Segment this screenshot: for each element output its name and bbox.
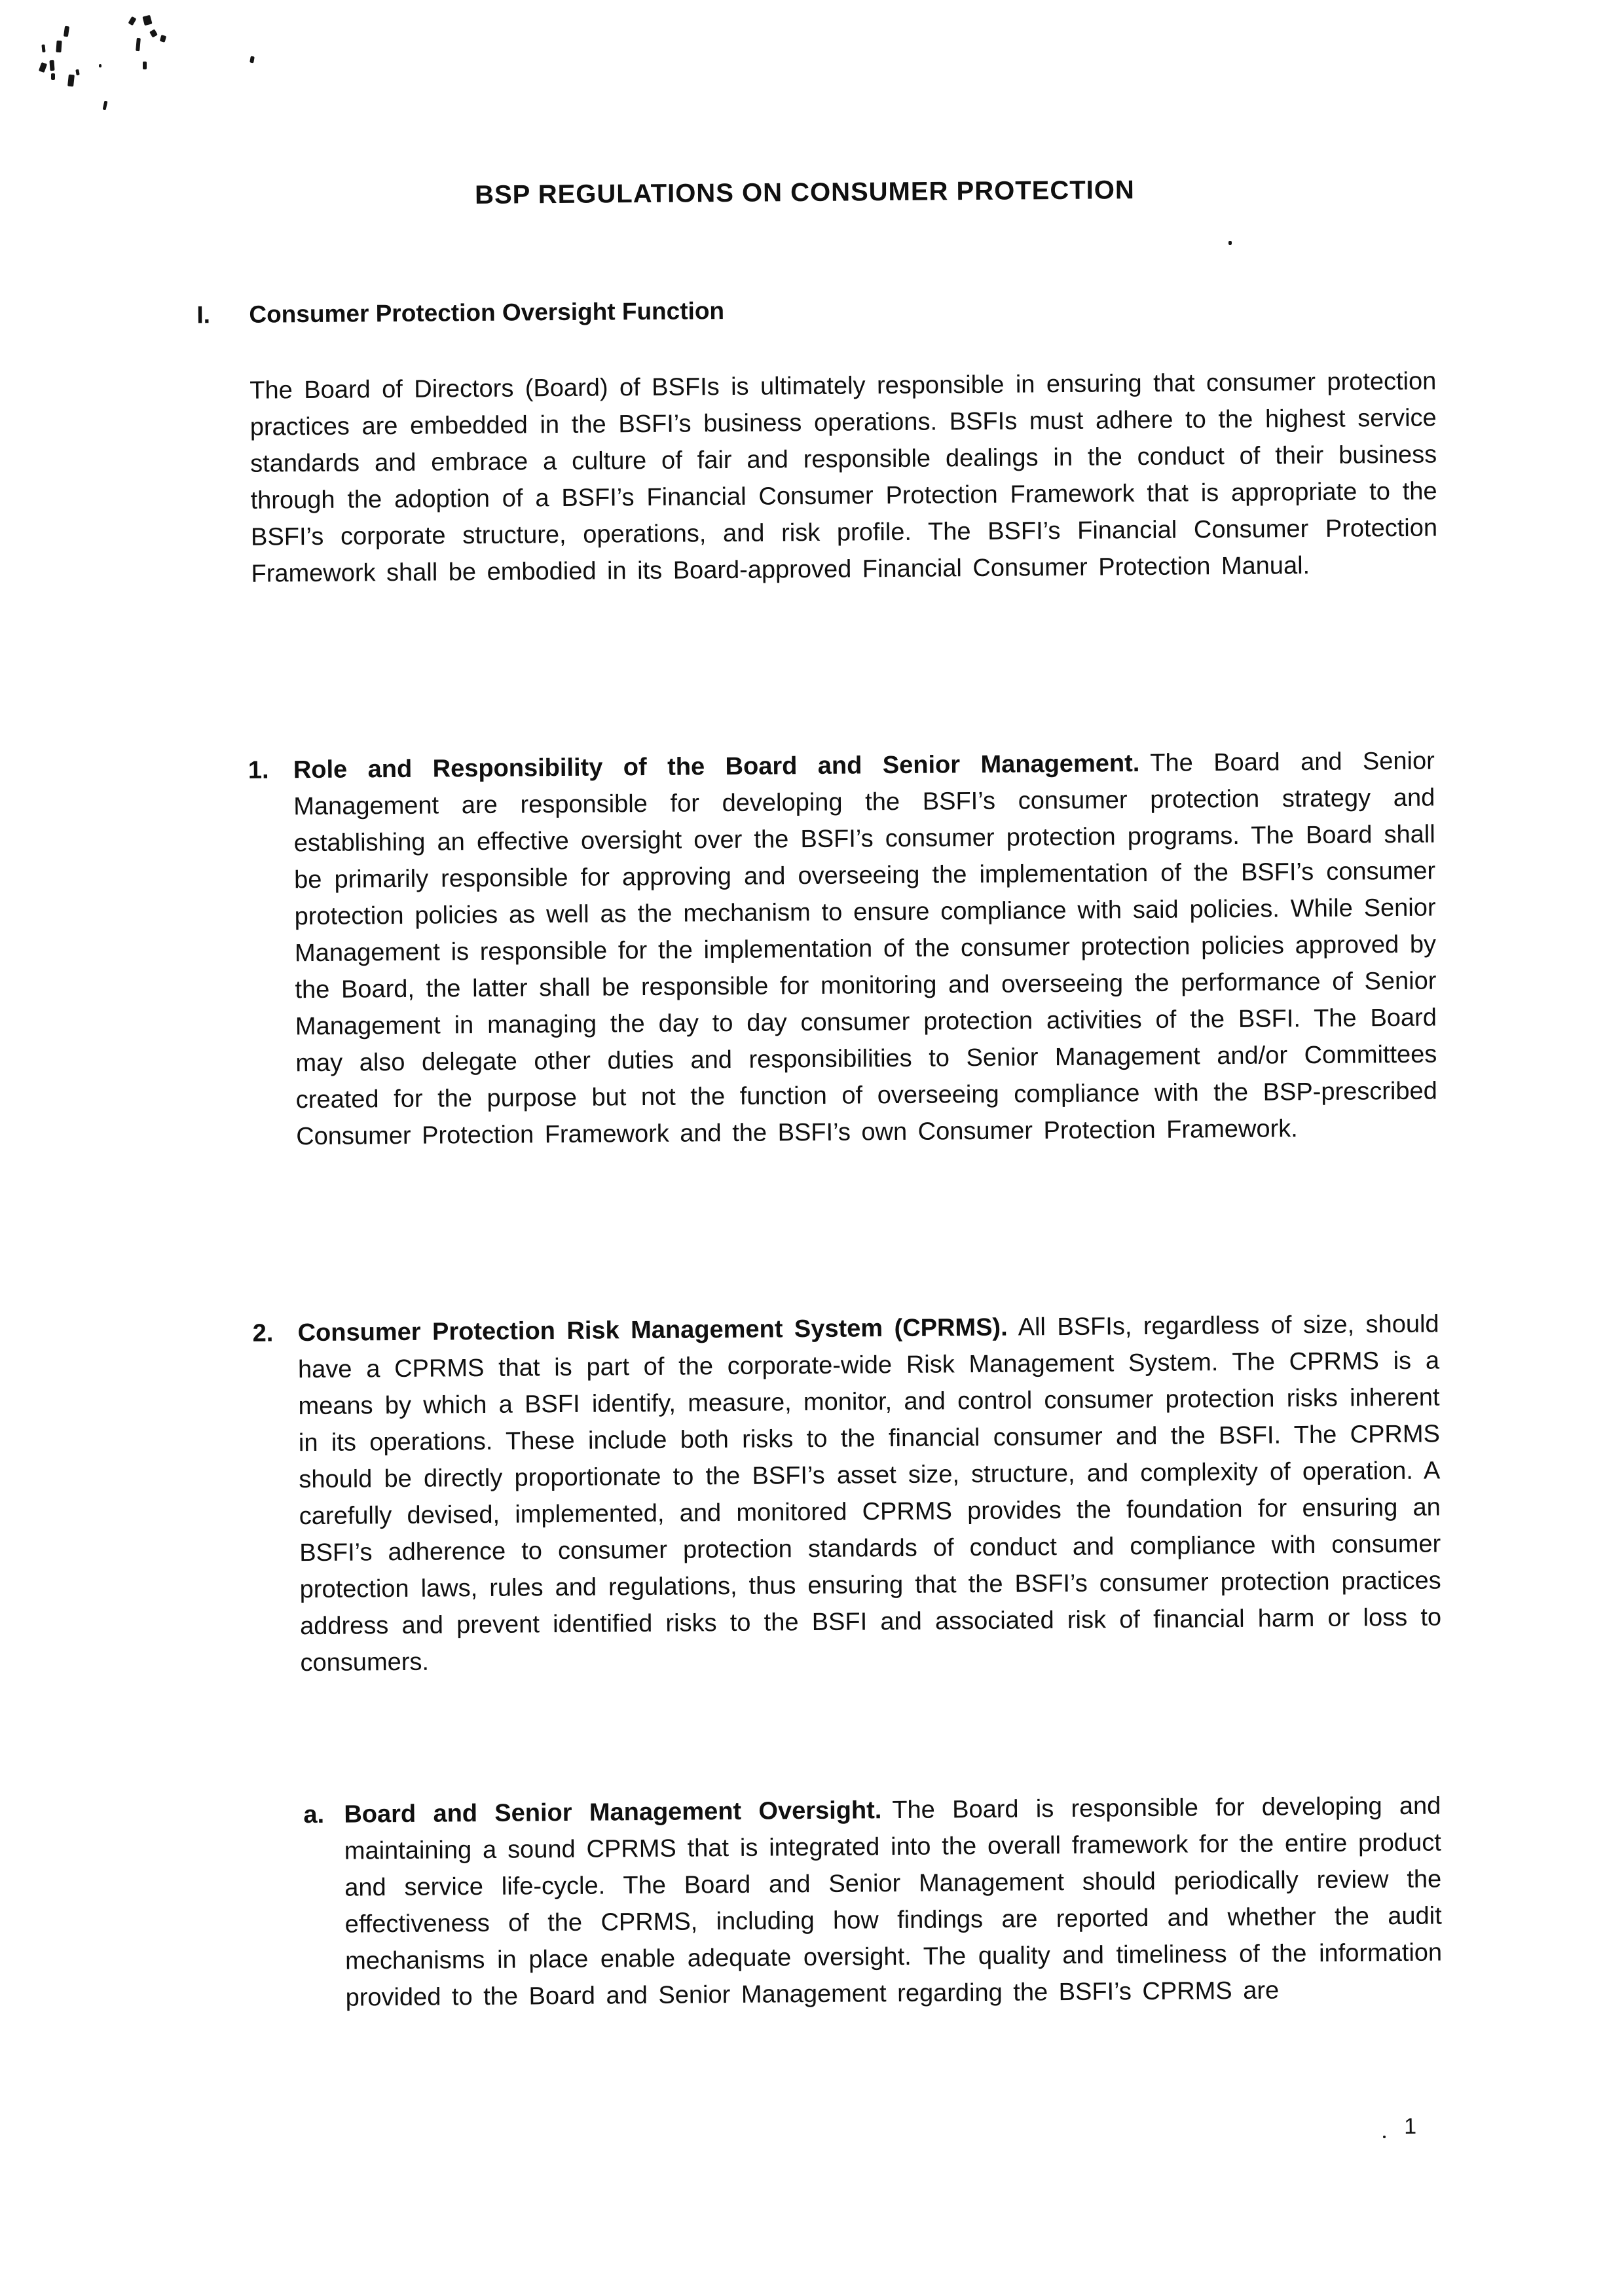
page-number: 1: [1404, 2113, 1417, 2139]
list-item-2-number: 2.: [252, 1319, 274, 1347]
sublist-item-a-letter: a.: [303, 1800, 325, 1829]
sublist-item-a: [303, 1787, 1443, 2016]
page-title: BSP REGULATIONS ON CONSUMER PROTECTION: [474, 175, 1135, 210]
list-item-1: [248, 743, 1438, 1156]
sublist-item-a-text: [344, 1787, 1443, 2016]
list-item-2-lead: Consumer Protection Risk Management System (CPRMS).: [297, 1313, 1008, 1347]
list-item-2: [252, 1305, 1441, 1681]
section-heading-text: Consumer Protection Oversight Function: [249, 297, 725, 328]
sublist-item-a-body: The Board is responsible for developing and maintaining a sound CPRMS that is integrated into the overall framework for the entire product and service life-cycle. The Board and Senior Management should periodically review the effectiveness of the CPRMS, including how findings are reported and whether the audit mechanisms in place enable adequate oversight. The quality and timeliness of the information provided to the Board and Senior Management regarding the BSFI’s CPRMS are: [344, 1792, 1443, 2012]
section-numeral: I.: [196, 301, 211, 329]
intro-paragraph: The Board of Directors (Board) of BSFIs is ultimately responsible in ensuring that consumer protection practices are embedded in the BSFI’s business operations. BSFIs must adhere to the highest service standards and embrace a culture of fair and responsible dealings in the conduct of their business through the adoption of a BSFI’s Financial Consumer Protection Framework that is appropriate to the BSFI’s corporate structure, operations, and risk profile. The BSFI’s Financial Consumer Protection Framework shall be embodied in its Board-approved Financial Consumer Protection Manual.: [249, 367, 1438, 588]
list-item-1-lead: Role and Responsibility of the Board and Senior Management.: [293, 750, 1140, 784]
list-item-2-text: [297, 1305, 1441, 1681]
list-item-1-body: The Board and Senior Management are responsible for developing the BSFI’s consumer protection strategy and establishing an effective oversight over the BSFI’s consumer protection programs. The Board shall be primarily responsible for approving and overseeing the implementation of the BSFI’s consumer protection policies as well as the mechanism to ensure compliance with said policies. While Senior Management is responsible for the implementation of the consumer protection policies approved by the Board, the latter shall be responsible for monitoring and overseeing the performance of Senior Management in managing the day to day consumer protection activities of the BSFI. The Board may also delegate other duties and responsibilities to Senior Management and/or Committees created for the purpose but not the function of overseeing compliance with the BSP-prescribed Consumer Protection Framework and the BSFI’s own Consumer Protection Framework.: [293, 747, 1437, 1151]
list-item-1-number: 1.: [248, 756, 269, 784]
section-heading: [196, 297, 724, 329]
list-item-1-text: [293, 743, 1438, 1156]
sublist-item-a-lead: Board and Senior Management Oversight.: [344, 1796, 882, 1829]
list-item-2-body: All BSFIs, regardless of size, should have a CPRMS that is part of the corporate-wide Risk Management System. The CPRMS is a means by which a BSFI identify, measure, monitor, and control consumer protection risks inherent in its operations. These include both risks to the financial consumer and the BSFI. The CPRMS should be directly proportionate to the BSFI’s asset size, structure, and complexity of operation. A carefully devised, implemented, and monitored CPRMS provides the foundation for ensuring an BSFI’s adherence to consumer protection standards of conduct and compliance with consumer protection laws, rules and regulations, thus ensuring that the BSFI’s consumer protection practices address and prevent identified risks to the BSFI and associated risk of financial harm or loss to consumers.: [297, 1310, 1442, 1677]
